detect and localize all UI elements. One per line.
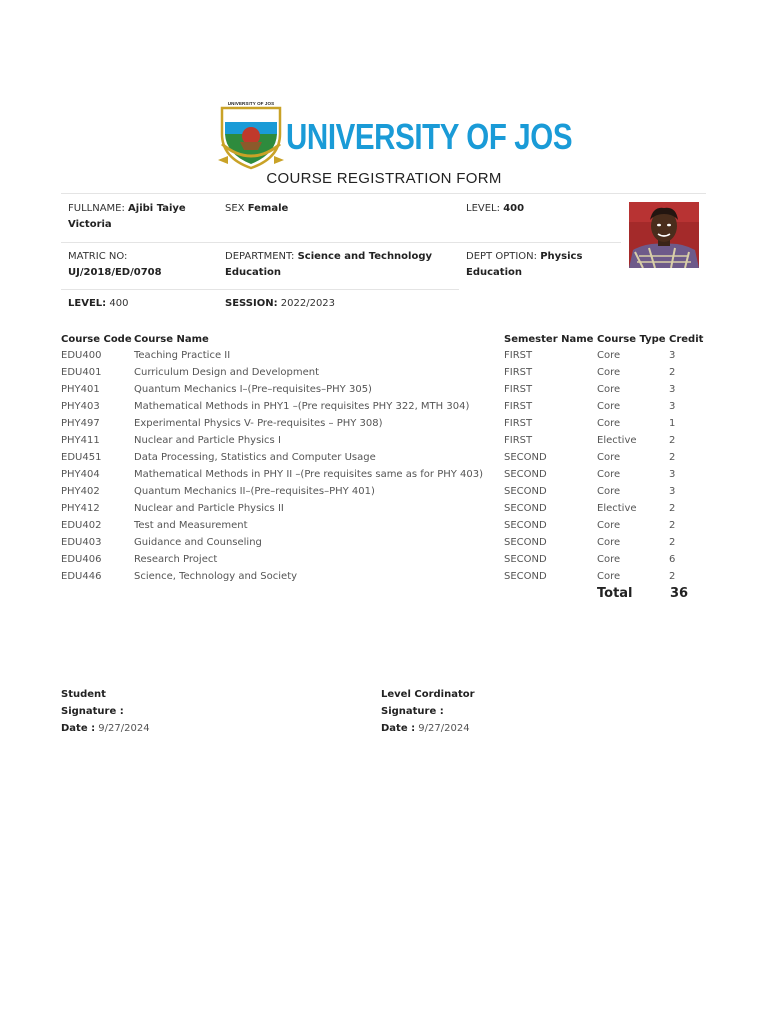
header-credit: Credit <box>669 334 704 345</box>
credit-cell: 2 <box>669 520 676 531</box>
credit-cell: 3 <box>669 384 676 395</box>
level-field <box>466 201 524 217</box>
course-name-cell: Science, Technology and Society <box>134 571 298 582</box>
course-type-cell: Core <box>597 350 621 361</box>
credit-cell: 2 <box>669 452 676 463</box>
semester-cell: SECOND <box>504 554 547 565</box>
semester-cell: FIRST <box>504 418 533 429</box>
divider <box>61 289 459 290</box>
course-type-cell: Core <box>597 418 621 429</box>
course-code-cell: PHY401 <box>61 384 100 395</box>
course-type-cell: Core <box>597 520 621 531</box>
course-code-cell: PHY497 <box>61 418 100 429</box>
header-course-name: Course Name <box>134 334 209 345</box>
dept-option-field <box>466 249 582 281</box>
fullname-value-cont: Victoria <box>68 219 112 230</box>
course-code-cell: PHY404 <box>61 469 100 480</box>
course-type-cell: Elective <box>597 435 637 446</box>
department-field <box>225 249 432 281</box>
table-row <box>61 433 721 450</box>
credit-cell: 2 <box>669 571 676 582</box>
course-name-cell: Quantum Mechanics II–(Pre–requisites–PHY 401) <box>134 486 375 497</box>
course-name-cell: Teaching Practice II <box>134 350 231 361</box>
semester-cell: SECOND <box>504 537 547 548</box>
course-name-cell: Experimental Physics V- Pre-requisites – PHY 308) <box>134 418 383 429</box>
dept-option-label: DEPT OPTION: <box>466 251 538 262</box>
fullname-label: FULLNAME: <box>68 203 125 214</box>
credit-cell: 6 <box>669 554 676 565</box>
course-type-cell: Elective <box>597 503 637 514</box>
course-name-cell: Data Processing, Statistics and Computer Usage <box>134 452 376 463</box>
course-type-cell: Core <box>597 384 621 395</box>
fullname-value: Ajibi Taiye <box>128 203 186 214</box>
level-value: 400 <box>503 203 525 214</box>
table-row <box>61 382 721 399</box>
level2-value: 400 <box>109 298 129 309</box>
coordinator-title: Level Cordinator <box>381 689 475 700</box>
credit-cell: 3 <box>669 401 676 412</box>
table-row <box>61 467 721 484</box>
table-row <box>61 552 721 569</box>
course-code-cell: EDU446 <box>61 571 102 582</box>
course-code-cell: PHY402 <box>61 486 100 497</box>
department-label: DEPARTMENT: <box>225 251 295 262</box>
coordinator-date-value: 9/27/2024 <box>418 723 470 734</box>
total-label: Total <box>597 586 633 601</box>
coordinator-signature-block <box>381 686 475 737</box>
matric-field <box>68 249 162 281</box>
course-code-cell: EDU400 <box>61 350 102 361</box>
coordinator-signature-label: Signature : <box>381 706 444 717</box>
credit-cell: 3 <box>669 469 676 480</box>
semester-cell: FIRST <box>504 401 533 412</box>
fullname-field <box>68 201 218 233</box>
student-signature-label: Signature : <box>61 706 124 717</box>
dept-option-value-cont: Education <box>466 267 522 278</box>
course-name-cell: Test and Measurement <box>134 520 248 531</box>
university-header <box>216 98 573 172</box>
course-name-cell: Research Project <box>134 554 218 565</box>
table-row <box>61 365 721 382</box>
semester-cell: SECOND <box>504 520 547 531</box>
matric-value: UJ/2018/ED/0708 <box>68 267 162 278</box>
dept-option-value: Physics <box>540 251 583 262</box>
level2-label: LEVEL: <box>68 298 107 309</box>
crest-caption: UNIVERSITY OF JOS <box>227 101 275 106</box>
header-course-code: Course Code <box>61 334 132 345</box>
credit-cell: 3 <box>669 350 676 361</box>
course-name-cell: Mathematical Methods in PHY1 –(Pre requisites PHY 322, MTH 304) <box>134 401 470 412</box>
form-title: COURSE REGISTRATION FORM <box>266 170 502 187</box>
matric-label: MATRIC NO: <box>68 251 128 262</box>
course-code-cell: EDU406 <box>61 554 102 565</box>
student-date-label: Date : <box>61 723 96 734</box>
course-code-cell: PHY403 <box>61 401 100 412</box>
table-row <box>61 501 721 518</box>
table-row <box>61 484 721 501</box>
course-name-cell: Nuclear and Particle Physics II <box>134 503 284 514</box>
level-session-level-field <box>68 296 128 312</box>
semester-cell: FIRST <box>504 367 533 378</box>
course-name-cell: Mathematical Methods in PHY II –(Pre requisites same as for PHY 403) <box>134 469 484 480</box>
university-crest-icon <box>216 98 286 170</box>
student-title: Student <box>61 689 106 700</box>
session-value: 2022/2023 <box>280 298 336 309</box>
semester-cell: SECOND <box>504 452 547 463</box>
session-field <box>225 296 335 312</box>
course-name-cell: Guidance and Counseling <box>134 537 262 548</box>
table-row <box>61 348 721 365</box>
course-type-cell: Core <box>597 367 621 378</box>
credit-cell: 1 <box>669 418 676 429</box>
semester-cell: FIRST <box>504 435 533 446</box>
semester-cell: SECOND <box>504 469 547 480</box>
course-code-cell: PHY411 <box>61 435 100 446</box>
course-name-cell: Curriculum Design and Development <box>134 367 320 378</box>
course-type-cell: Core <box>597 537 621 548</box>
department-value-cont: Education <box>225 267 281 278</box>
level-label: LEVEL: <box>466 203 500 214</box>
course-code-cell: EDU402 <box>61 520 102 531</box>
coordinator-date-label: Date : <box>381 723 416 734</box>
course-type-cell: Core <box>597 469 621 480</box>
credit-cell: 2 <box>669 367 676 378</box>
course-type-cell: Core <box>597 554 621 565</box>
total-value: 36 <box>670 586 689 601</box>
course-code-cell: EDU451 <box>61 452 102 463</box>
semester-cell: SECOND <box>504 571 547 582</box>
table-row <box>61 535 721 552</box>
semester-cell: FIRST <box>504 350 533 361</box>
table-row <box>61 518 721 535</box>
student-signature-block <box>61 686 150 737</box>
sex-value: Female <box>247 203 289 214</box>
total-row <box>597 586 721 606</box>
divider <box>61 242 621 243</box>
course-name-cell: Quantum Mechanics I–(Pre–requisites–PHY 305) <box>134 384 372 395</box>
credit-cell: 2 <box>669 537 676 548</box>
course-code-cell: PHY412 <box>61 503 100 514</box>
sex-label: SEX <box>225 203 245 214</box>
course-name-cell: Nuclear and Particle Physics I <box>134 435 281 446</box>
student-photo <box>629 202 699 268</box>
semester-cell: FIRST <box>504 384 533 395</box>
course-code-cell: EDU401 <box>61 367 102 378</box>
table-row <box>61 416 721 433</box>
table-row <box>61 450 721 467</box>
course-type-cell: Core <box>597 401 621 412</box>
session-label: SESSION: <box>225 298 278 309</box>
sex-field <box>225 201 288 217</box>
semester-cell: SECOND <box>504 486 547 497</box>
table-row <box>61 399 721 416</box>
course-type-cell: Core <box>597 486 621 497</box>
credit-cell: 2 <box>669 435 676 446</box>
table-row <box>61 569 721 586</box>
credit-cell: 3 <box>669 486 676 497</box>
divider <box>61 193 706 194</box>
department-value: Science and Technology <box>297 251 433 262</box>
student-date-value: 9/27/2024 <box>98 723 150 734</box>
university-name: UNIVERSITY OF JOS <box>286 116 573 157</box>
course-type-cell: Core <box>597 571 621 582</box>
credit-cell: 2 <box>669 503 676 514</box>
table-header <box>61 332 721 348</box>
course-code-cell: EDU403 <box>61 537 102 548</box>
course-type-cell: Core <box>597 452 621 463</box>
header-semester-name: Semester Name <box>504 334 594 345</box>
semester-cell: SECOND <box>504 503 547 514</box>
header-course-type: Course Type <box>597 334 666 345</box>
